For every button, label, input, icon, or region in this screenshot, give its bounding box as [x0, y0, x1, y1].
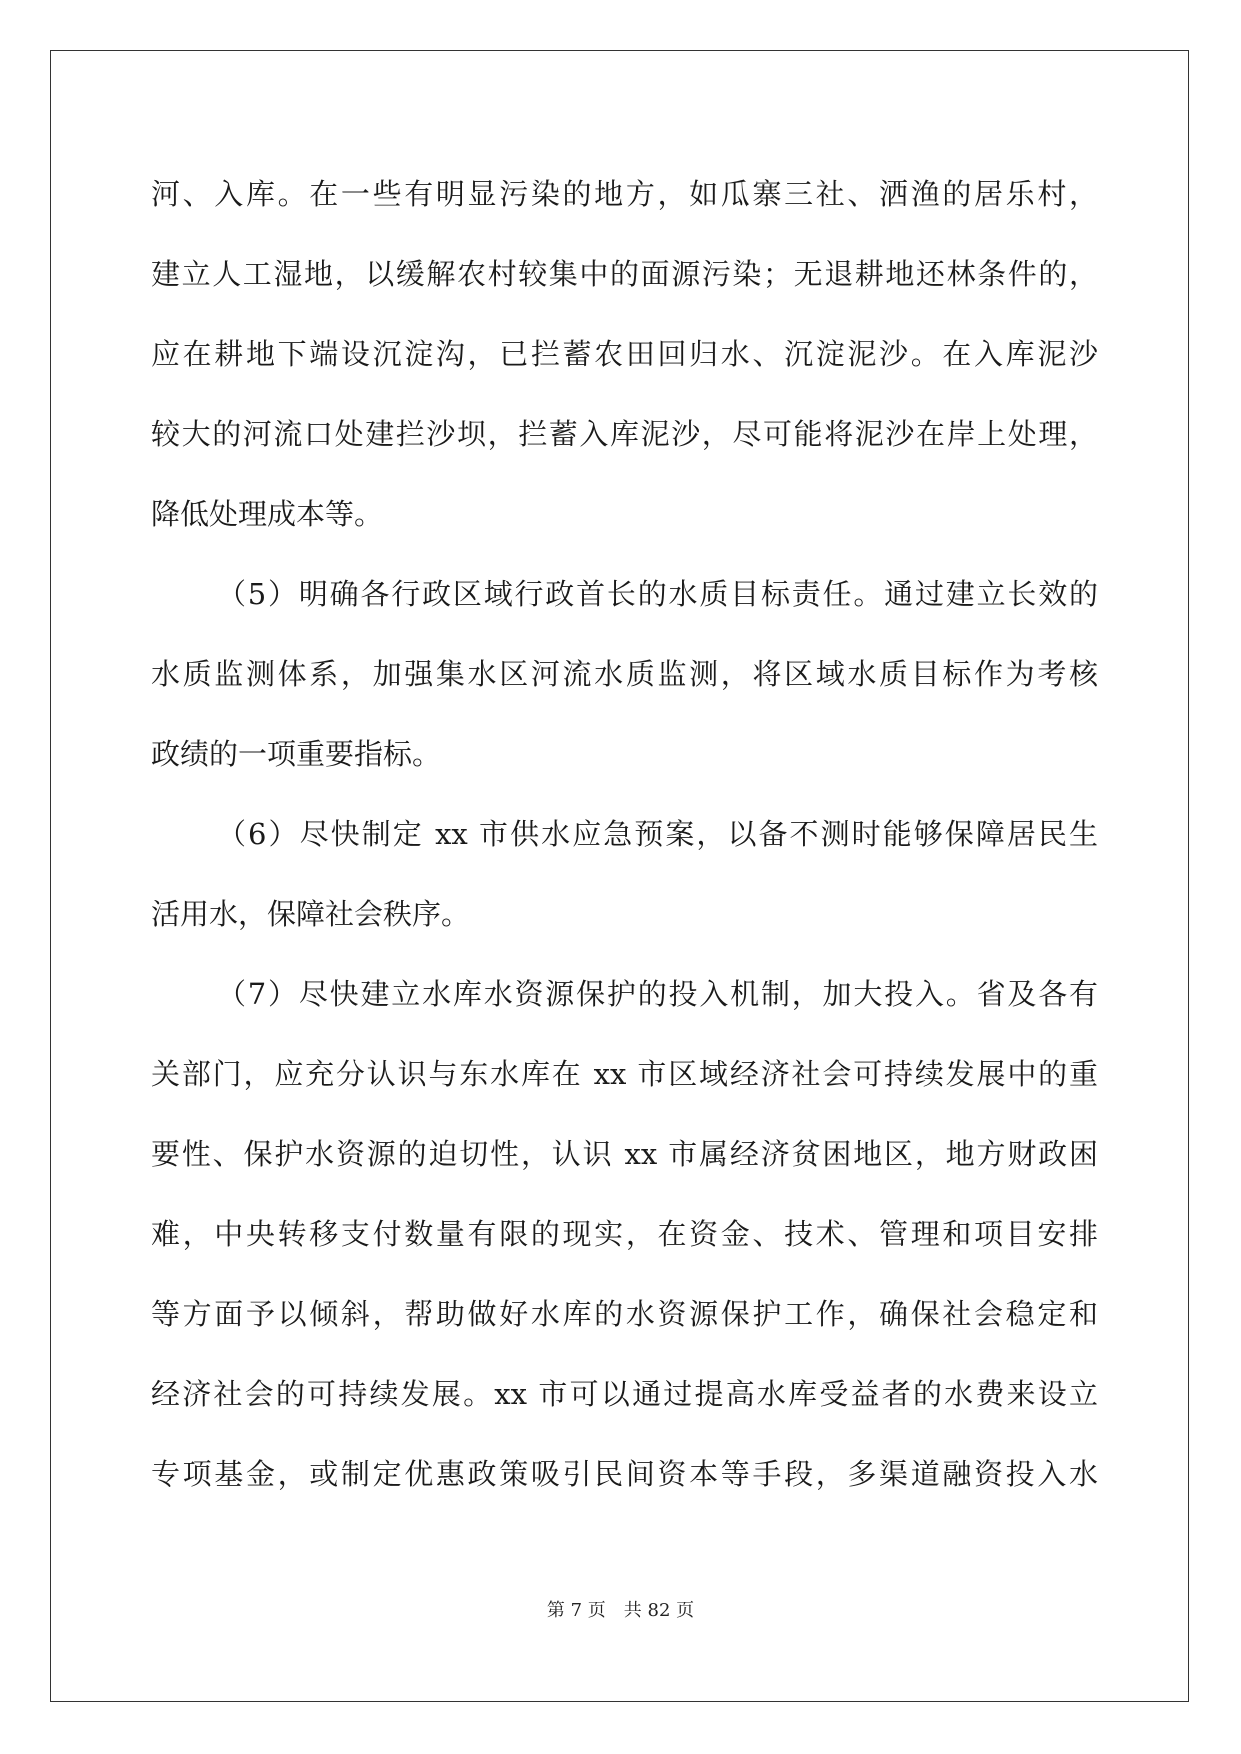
document-body: [151, 154, 1098, 1514]
text-line: 关部门，应充分认识与东水库在 xx 市区域经济社会可持续发展中的重: [151, 1057, 1098, 1091]
text-line: 较大的河流口处建拦沙坝，拦蓄入库泥沙，尽可能将泥沙在岸上处理，: [151, 417, 1098, 451]
text-line: 水质监测体系，加强集水区河流水质监测，将区域水质目标作为考核: [151, 657, 1098, 691]
paragraph: [151, 794, 1098, 954]
text-line: 要性、保护水资源的迫切性，认识 xx 市属经济贫困地区，地方财政困: [151, 1137, 1098, 1171]
paragraph: [151, 554, 1098, 794]
text-line: 应在耕地下端设沉淀沟，已拦蓄农田回归水、沉淀泥沙。在入库泥沙: [151, 337, 1098, 371]
paragraph: [151, 154, 1098, 554]
page-number-footer: 第 7 页 共 82 页: [546, 1600, 695, 1621]
text-line: （7）尽快建立水库水资源保护的投入机制，加大投入。省及各有: [217, 977, 1098, 1011]
text-line: （5）明确各行政区域行政首长的水质目标责任。通过建立长效的: [217, 577, 1098, 611]
text-line: （6）尽快制定 xx 市供水应急预案，以备不测时能够保障居民生: [217, 817, 1098, 851]
paragraph: [151, 954, 1098, 1514]
text-line: 河、入库。在一些有明显污染的地方，如瓜寨三社、洒渔的居乐村，: [151, 177, 1098, 211]
text-line: 建立人工湿地，以缓解农村较集中的面源污染；无退耕地还林条件的，: [151, 257, 1098, 291]
text-line: 经济社会的可持续发展。xx 市可以通过提高水库受益者的水费来设立: [151, 1377, 1098, 1411]
text-line: 政绩的一项重要指标。: [151, 737, 442, 771]
text-line: 等方面予以倾斜，帮助做好水库的水资源保护工作，确保社会稳定和: [151, 1297, 1098, 1331]
text-line: 活用水，保障社会秩序。: [151, 897, 471, 931]
text-line: 专项基金，或制定优惠政策吸引民间资本等手段，多渠道融资投入水: [151, 1457, 1098, 1491]
text-line: 降低处理成本等。: [151, 497, 384, 531]
text-line: 难，中央转移支付数量有限的现实，在资金、技术、管理和项目安排: [151, 1217, 1098, 1251]
